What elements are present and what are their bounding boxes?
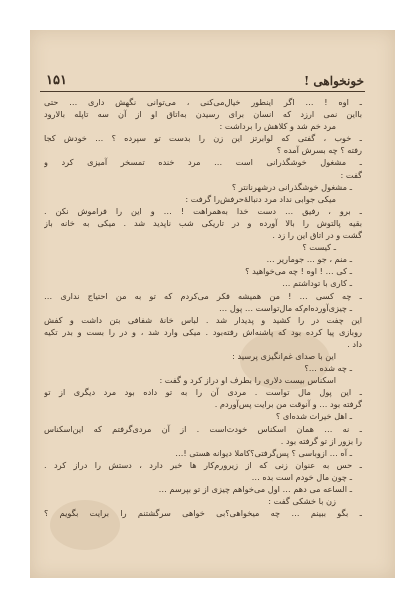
text-line: ـ آه … ازوباسی ؟ پس‌گرفتی؟کاملا دیوانه هستی !… (175, 447, 352, 458)
page-number: ۱۵۱ (46, 73, 67, 88)
text-line: ـ چیزی‌آورده‌ام‌که مال‌تواست … پول … (219, 302, 352, 313)
body-text (44, 96, 362, 566)
text-line: مرد خم شد و کلاهش را برداشت : (219, 121, 336, 132)
text-line: ـ مشغول خوشگذرانی درشهرنانتر ؟ (231, 181, 352, 192)
text-line: با‌این نمی ارزد که انسان برای رسیدن به‌اتاق او از آن سه تاپله بالارود (44, 109, 362, 120)
text-line: گرفته بود … و آنوقت من برایت پس‌آوردم . (214, 399, 362, 410)
text-line: رفته ؟ چه بسرش آمده ؟ (276, 145, 362, 156)
text-line: ـ مشغول خوشگذرانی است … مرد خنده تمسخر آمیزی کرد و (44, 157, 362, 168)
text-line: ـ چون مال خودم است بده … (251, 471, 352, 482)
text-line: روبازی پیا کرده بود که پاشنه‌اش رفته‌بود . میکی وارد شد ، و در را بست و بدر تکیه (44, 326, 362, 337)
text-line: ـ این پول مال تواست . مردی آن را به تو داده بود مرد دیگری از تو (44, 387, 362, 398)
running-title: خونخواهی ! (303, 74, 364, 88)
header-rule (40, 91, 365, 92)
text-line: را بزور از تو گرفته بود . (280, 435, 362, 446)
text-line: ـ چه شده …؟ (304, 363, 352, 374)
text-line: ـ نه … همان اسکناس خودت‌است . از آن مردی‌گرفتم که این‌اسکناس (44, 423, 362, 434)
text-line: ـ بگو ببینم … چه میخواهی؟بی خواهی سرگشتنم را برایت بگویم ؟ (44, 508, 362, 519)
text-line: ـ حس به عنوان زنی که از زیرورم‌کار ها خبر دارد ، دستش را دراز کرد . (44, 459, 362, 470)
text-line: بقیه پالتوش را بالا آورده و در تاریکی شب ناپدید شد . میکی به خانه باز (44, 217, 362, 228)
text-line: گفت : (340, 169, 362, 180)
text-line: گشت و در اتاق این را زد . (272, 230, 362, 241)
text-line: ـ خوب ، گفتی که لوابرتز این زن را بدست تو سپرده ؟ … خودش کجا (44, 133, 362, 144)
page-header (46, 68, 364, 88)
text-line: ـ اوه ! … اگر اینطور خیال‌می‌کنی ، می‌توانی نگهش داری … حتی (44, 97, 362, 107)
text-line: اسکناس بیست دلاری را بطرف او دراز کرد و گفت : (159, 375, 336, 386)
text-line: ـ اهل خیرات شده‌ای ؟ (275, 411, 352, 422)
text-line: ـ منم ، جو … جوماریر … (266, 254, 352, 265)
text-line: میکی جوابی نداد مرد دنبالهٔ‌حرفش‌را گرفت : (185, 193, 336, 204)
text-line: این با صدای غم‌انگیزی پرسید : (232, 350, 336, 361)
text-line: ـ برو ، رفیق … دست خدا به‌همراهت ! … و این را فراموش نکن . (44, 205, 362, 216)
text-line: زن با خشکی گفت : (268, 496, 336, 507)
text-line: داد . (347, 338, 362, 349)
text-line: ـ چه کسی … ! من همیشه فکر می‌کردم که تو به من احتیاج نداری … (44, 290, 362, 301)
text-line: ـ کاری با توداشتم … (282, 278, 352, 289)
text-line: این چفت در را کشید و پدیدار شد . لباس خانهٔ شفافی بتن داشت و کفش (44, 314, 362, 325)
text-line: ـ کی … ! اوه ! چه می‌خواهید ؟ (245, 266, 352, 277)
text-line: ـ کیست ؟ (302, 242, 336, 253)
text-line: ـ الساعه می دهم … اول می‌خواهم چیزی از تو بپرسم … (158, 484, 352, 494)
